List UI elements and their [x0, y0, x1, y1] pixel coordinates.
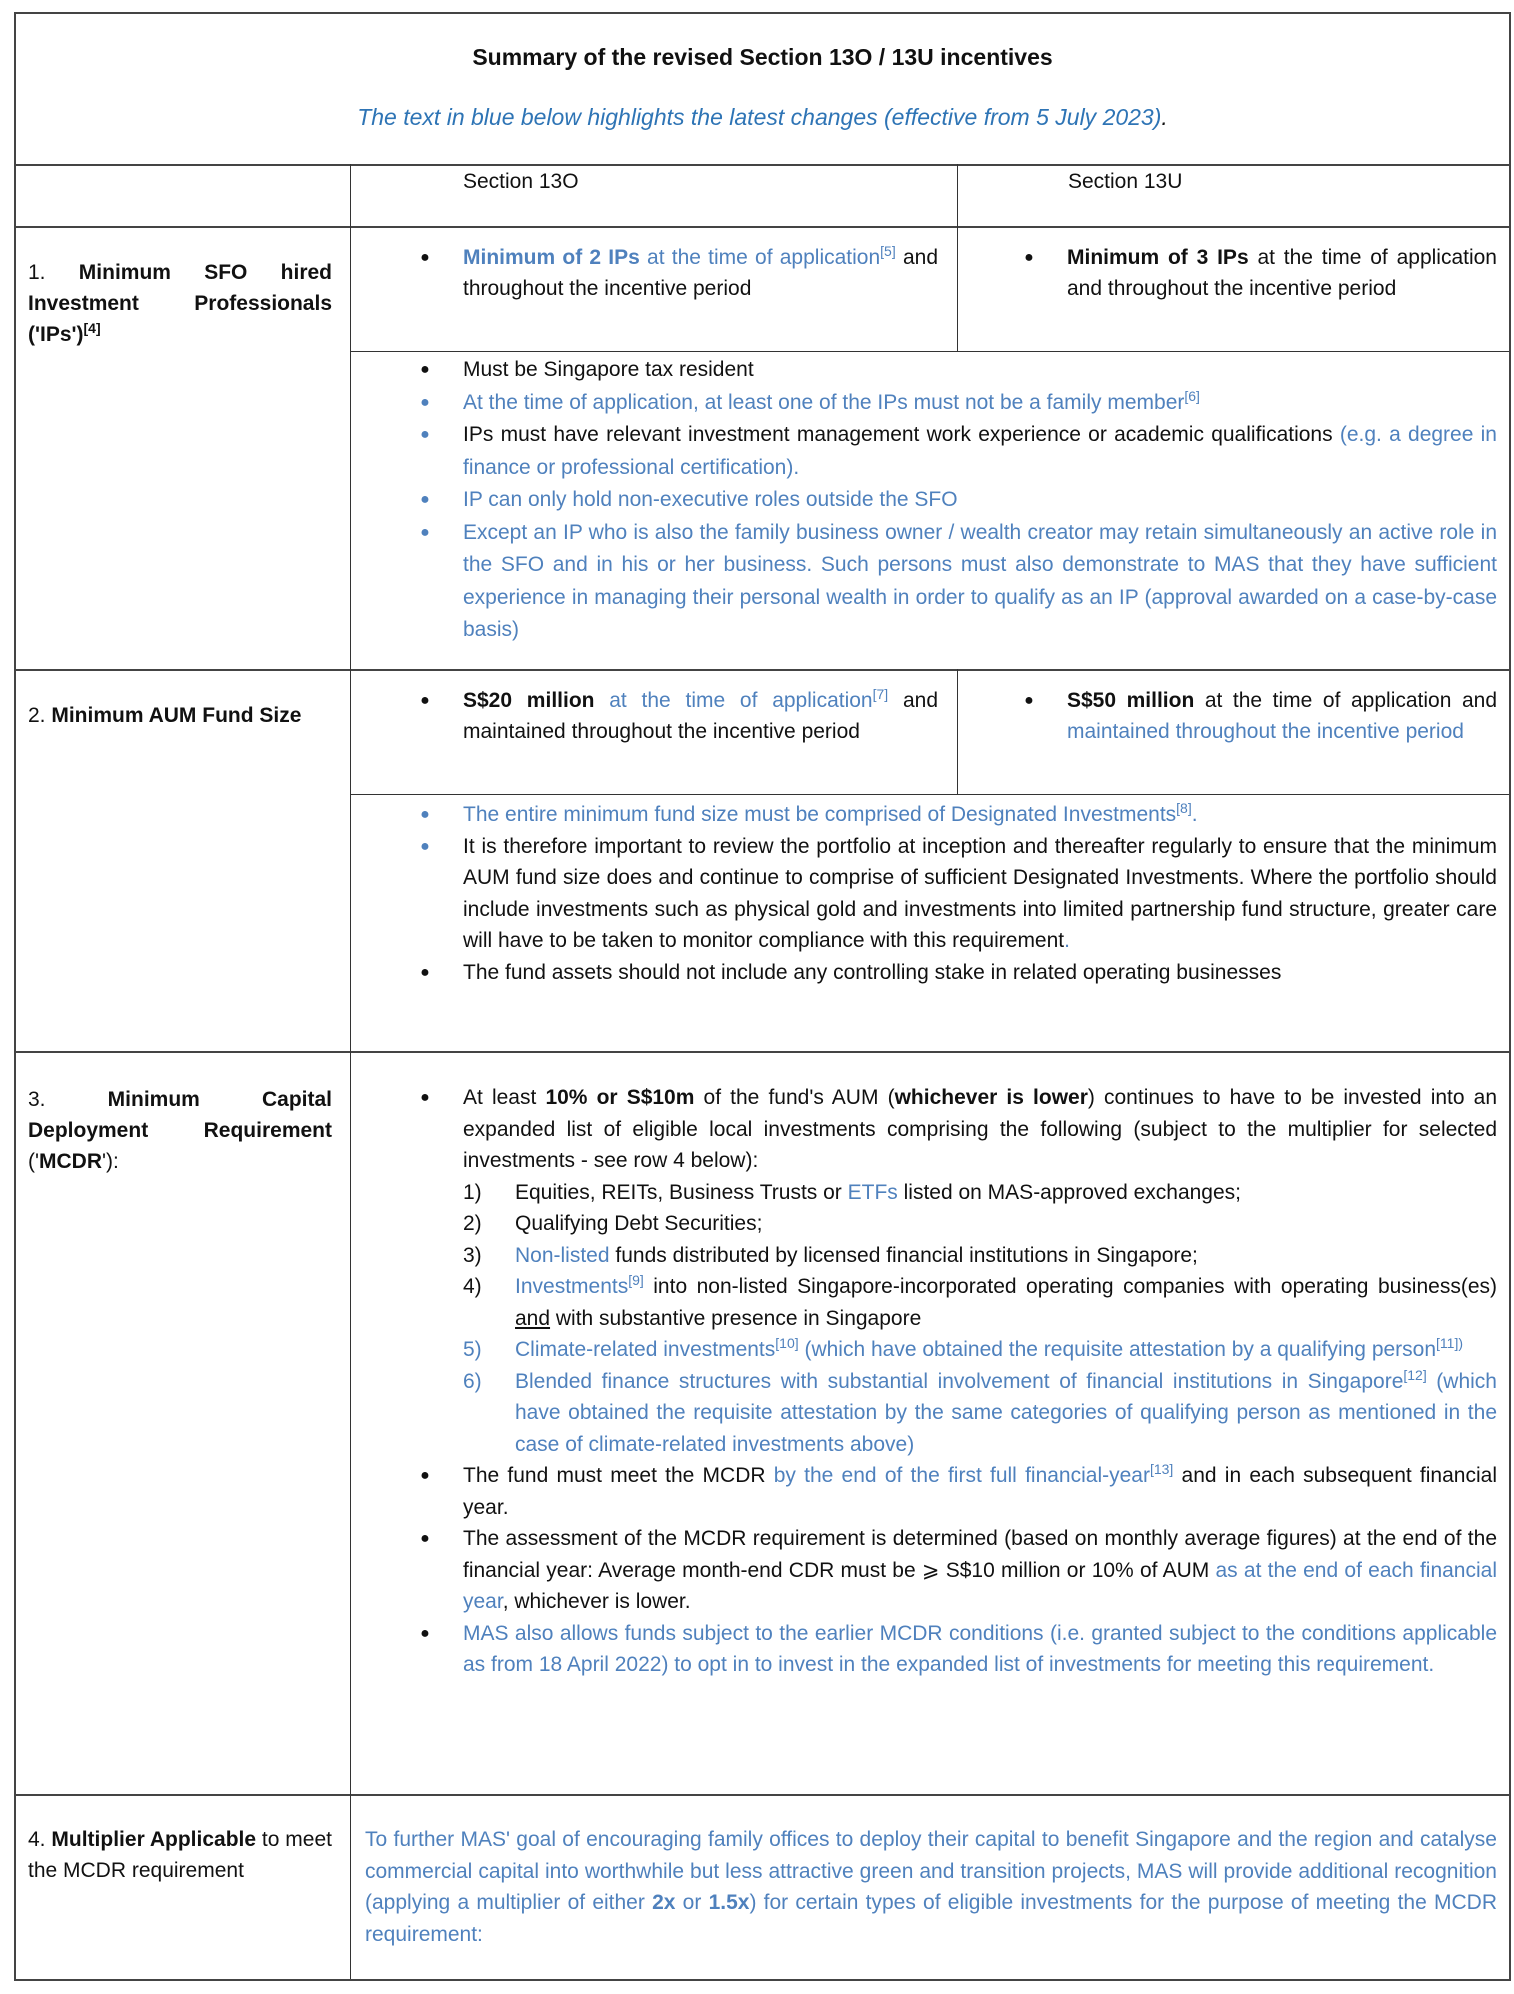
- aum-bullet-designated: ● The entire minimum fund size must be comprised of Designated Investments[8].: [415, 799, 1497, 831]
- row-label-mcdr: 3. Minimum Capital Deployment Requirement ('MCDR'):: [28, 1088, 332, 1173]
- aum-bullet-controlling-stake: ● The fund assets should not include any controlling stake in related operating businesses: [415, 957, 1497, 989]
- ips-bullet-experience: ● IPs must have relevant investment management work experience or academic qualifications (e.g. a degree in finance or professional certification).: [415, 419, 1497, 484]
- mcdr-bullet-meet: ● The fund must meet the MCDR by the end of the first full financial-year[13] and in each subsequent financial year.: [415, 1460, 1497, 1523]
- mcdr-list-item-6: 6) Blended finance structures with substantial involvement of financial institutions in Singapore[12] (which have obtained the requisite attestation by the same categories of qualifying person as mentioned in the case of climate-related investments above): [463, 1366, 1497, 1456]
- aum-13u-cell: ● S$50 million at the time of application and maintained throughout the incentive period: [1019, 669, 1497, 747]
- divider-aum-split: [350, 794, 1509, 795]
- subtitle-text: The text in blue below highlights the latest changes (effective from 5 July 2023): [357, 104, 1162, 130]
- mcdr-list-item-5: 5) Climate-related investments[10] (which have obtained the requisite attestation by a qualifying person$^{[11])}$: [463, 1335, 1464, 1361]
- ips-bullet-exception: ● Except an IP who is also the family business owner / wealth creator may retain simultaneously an active role in the SFO and in his or her business. Such persons must also demonstrate to MAS that they have sufficient experience in managing their personal wealth in order to qualify as an IP (approval awarded on a case-by-case basis): [415, 517, 1497, 647]
- ips-bullet-non-executive: ● IP can only hold non-executive roles outside the SFO: [415, 484, 1497, 517]
- bullet-icon: ●: [420, 523, 430, 541]
- bullet-icon: ●: [420, 1624, 430, 1642]
- ips-13u-cell: ● Minimum of 3 IPs at the time of application and throughout the incentive period: [1019, 226, 1497, 304]
- bullet-icon: ●: [420, 426, 430, 443]
- ips-bullet-family-member: ● At the time of application, at least one of the IPs must not be a family member[6]: [415, 387, 1497, 420]
- divider-13o-13u-a: [957, 164, 958, 351]
- divider-13o-13u-b: [957, 669, 958, 794]
- bullet-icon: ●: [420, 361, 430, 378]
- divider-mcdr: [16, 1794, 1509, 1796]
- mcdr-bullet-opt-in: ● MAS also allows funds subject to the earlier MCDR conditions (i.e. granted subject to the conditions applicable as from 18 April 2022) to opt in to invest in the expanded list of investments for meeting this requirement.: [415, 1618, 1497, 1681]
- subtitle-period: .: [1161, 104, 1168, 130]
- mcdr-list-item-4: 4) Investments[9] into non-listed Singapore-incorporated operating companies with operating business(es) and with substantive presence in Singapore: [463, 1272, 1497, 1330]
- divider-label-col: [350, 164, 351, 1979]
- aum-13o-cell: ● S$20 million at the time of application[7] and maintained throughout the incentive period: [415, 669, 938, 747]
- mcdr-bullet-intro: ● At least 10% or S$10m of the fund's AUM (whichever is lower) continues to have to be invested into an expanded list of eligible local investments comprising the following (subject to the multiplier for selected investments - see row 4 below):: [415, 1082, 1497, 1177]
- aum-bullet-review: ● It is therefore important to review the portfolio at inception and thereafter regularly to ensure that the minimum AUM fund size does and continue to comprise of sufficient Designated Investments. Where the portfolio should include investments such as physical gold and investments into limited partnership fund structure, greater care will have to be taken to monitor compliance with this requirement.: [415, 831, 1497, 957]
- bullet-icon: ●: [420, 1467, 430, 1484]
- document-subtitle: [16, 104, 1509, 131]
- bullet-icon: ●: [420, 837, 430, 855]
- aum-shared-cell: [415, 799, 1497, 988]
- mcdr-list-item-2: 2) Qualifying Debt Securities;: [463, 1212, 763, 1235]
- multiplier-cell: To further MAS' goal of encouraging family offices to deploy their capital to benefit Singapore and the region and catalyse commercial capital into worthwhile but less attractive green and transition projects, MAS will provide additional recognition (applying a multiplier of either 2x or 1.5x) for certain types of eligible investments for the purpose of meeting the MCDR requirement:: [365, 1828, 1497, 1946]
- ips-bullet-tax-resident: ● Must be Singapore tax resident: [415, 354, 1497, 387]
- row-label-multiplier: 4. Multiplier Applicable to meet the MCDR requirement: [28, 1828, 332, 1882]
- mcdr-list-item-3: 3) Non-listed funds distributed by licensed financial institutions in Singapore;: [463, 1243, 1198, 1267]
- bullet-icon: ●: [420, 963, 430, 981]
- divider-ips-split: [350, 351, 1509, 352]
- bullet-icon: ●: [420, 249, 430, 266]
- mcdr-bullet-assessment: ● The assessment of the MCDR requirement is determined (based on monthly average figures) at the end of the financial year: Average month-end CDR must be ⩾ S$10 million or 10% of AUM as at the end of each financial year, whichever is lower.: [415, 1523, 1497, 1618]
- divider-title: [16, 164, 1509, 166]
- mcdr-cell: [415, 1082, 1497, 1681]
- column-header-13o: Section 13O: [463, 170, 579, 193]
- bullet-icon: ●: [420, 491, 430, 508]
- bullet-icon: ●: [420, 1530, 430, 1547]
- ips-13o-cell: ● Minimum of 2 IPs at the time of application[5] and throughout the incentive period: [415, 226, 938, 304]
- mcdr-list-item-1: 1) Equities, REITs, Business Trusts or ETFs listed on MAS-approved exchanges;: [463, 1180, 1241, 1204]
- bullet-icon: ●: [420, 806, 430, 823]
- summary-table: [14, 12, 1511, 1981]
- bullet-icon: ●: [420, 393, 430, 411]
- bullet-icon: ●: [1024, 249, 1034, 266]
- bullet-icon: ●: [420, 692, 430, 709]
- column-header-13u: Section 13U: [1068, 170, 1183, 193]
- bullet-icon: ●: [420, 1089, 430, 1106]
- row-label-ips: 1. Minimum SFO hired Investment Professionals ('IPs')[4]: [28, 261, 333, 346]
- document-title: Summary of the revised Section 13O / 13U incentives: [472, 44, 1053, 70]
- divider-aum: [16, 1051, 1509, 1053]
- bullet-icon: ●: [1024, 692, 1034, 709]
- row-label-aum: 2. Minimum AUM Fund Size: [28, 704, 302, 727]
- ips-shared-cell: [415, 354, 1497, 647]
